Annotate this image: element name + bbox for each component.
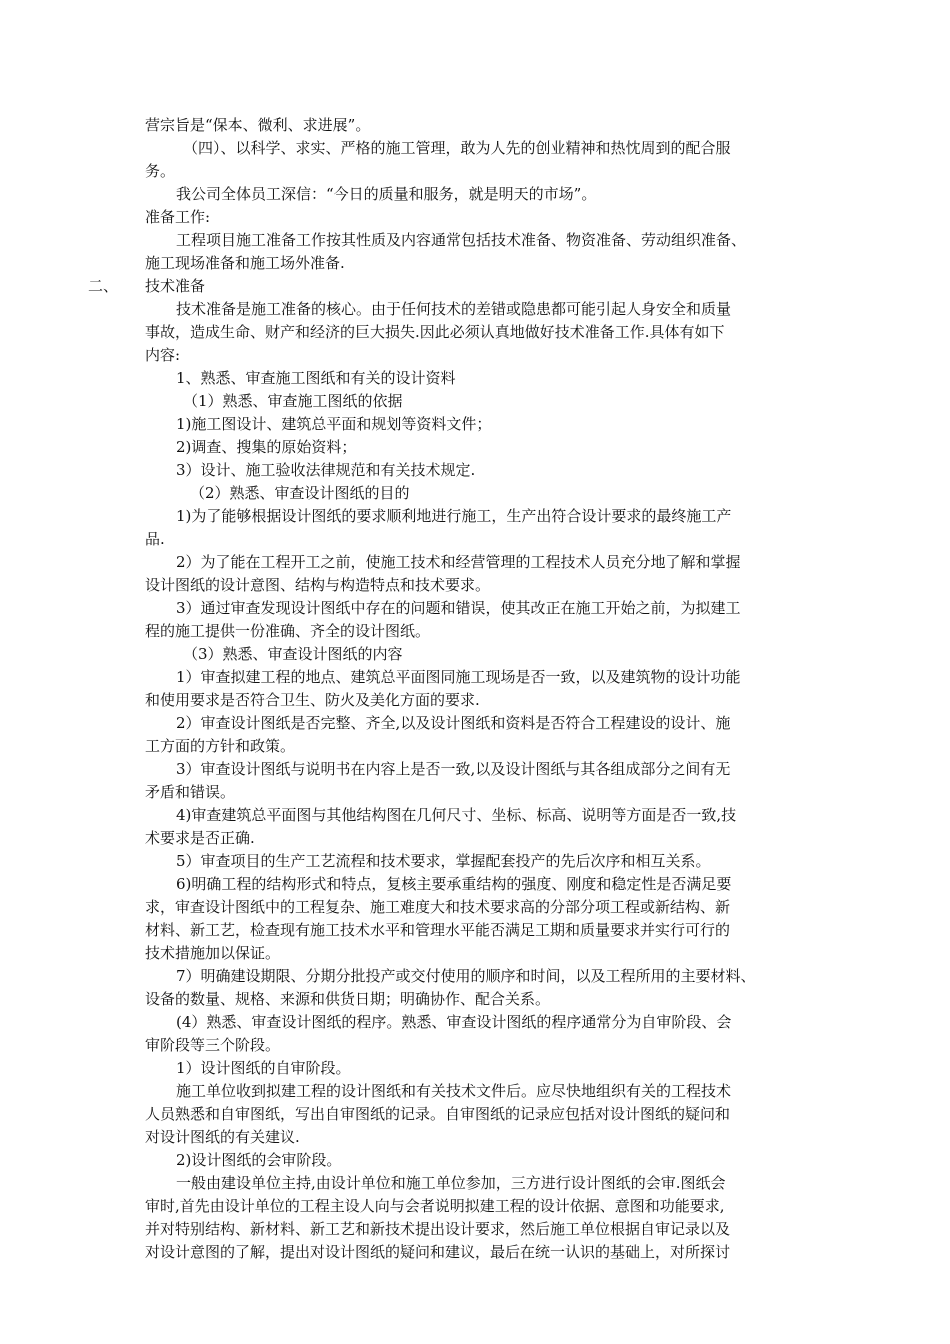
text-line: 施工单位收到拟建工程的设计图纸和有关技术文件后。应尽快地组织有关的工程技术 [176, 1082, 732, 1100]
section-label: 准备工作: [145, 208, 211, 226]
subheading: （2）熟悉、审查设计图纸的目的 [190, 484, 410, 502]
text-line: 务。 [145, 162, 176, 180]
text-line: 对设计意图的了解，提出对设计图纸的疑问和建议，最后在统一认识的基础上，对所探讨 [145, 1243, 731, 1261]
text-line: 4)审查建筑总平面图与其他结构图在几何尺寸、坐标、标高、说明等方面是否一致,技 [176, 806, 737, 824]
subheading: 1、熟悉、审查施工图纸和有关的设计资料 [176, 369, 456, 387]
text-line: 3）通过审查发现设计图纸中存在的问题和错误，使其改正在施工开始之前，为拟建工 [176, 599, 741, 617]
text-line: 矛盾和错误。 [145, 783, 236, 801]
text-line: (4）熟悉、审查设计图纸的程序。熟悉、审查设计图纸的程序通常分为自审阶段、会 [176, 1013, 732, 1031]
subheading: （3）熟悉、审查设计图纸的内容 [183, 645, 403, 663]
text-line: 技术措施加以保证。 [145, 944, 281, 962]
subheading: 2)设计图纸的会审阶段。 [176, 1151, 342, 1169]
text-line: 2）为了能在工程开工之前，使施工技术和经营管理的工程技术人员充分地了解和掌握 [176, 553, 741, 571]
text-line: 3）设计、施工验收法律规范和有关技术规定. [176, 461, 476, 479]
section-heading: 技术准备 [145, 277, 206, 295]
text-line: 7）明确建设期限、分期分批投产或交付使用的顺序和时间，以及工程所用的主要材料、 [176, 967, 756, 985]
text-line: 6)明确工程的结构形式和特点，复核主要承重结构的强度、刚度和稳定性是否满足要 [176, 875, 732, 893]
text-line: 审阶段等三个阶段。 [145, 1036, 281, 1054]
text-line: 1)为了能够根据设计图纸的要求顺利地进行施工，生产出符合设计要求的最终施工产 [176, 507, 732, 525]
text-line: （四）、以科学、求实、严格的施工管理，敢为人先的创业精神和热忱周到的配合服 [183, 139, 731, 157]
text-line: 并对特别结构、新材料、新工艺和新技术提出设计要求，然后施工单位根据自审记录以及 [145, 1220, 731, 1238]
text-line: 术要求是否正确. [145, 829, 255, 847]
text-line: 人员熟悉和自审图纸，写出自审图纸的记录。自审图纸的记录应包括对设计图纸的疑问和 [145, 1105, 731, 1123]
text-line: 程的施工提供一份准确、齐全的设计图纸。 [145, 622, 431, 640]
text-line: 施工现场准备和施工场外准备. [145, 254, 345, 272]
text-line: 我公司全体员工深信：“今日的质量和服务，就是明天的市场”。 [176, 185, 597, 203]
text-line: 设计图纸的设计意图、结构与构造特点和技术要求。 [145, 576, 491, 594]
text-line: 3）审查设计图纸与说明书在内容上是否一致,以及设计图纸与其各组成部分之间有无 [176, 760, 731, 778]
text-line: 对设计图纸的有关建议. [145, 1128, 300, 1146]
text-line: 品. [145, 530, 165, 548]
section-number: 二、 [88, 277, 119, 295]
text-line: 和使用要求是否符合卫生、防火及美化方面的要求. [145, 691, 480, 709]
text-line: 工方面的方针和政策。 [145, 737, 296, 755]
text-line: 5）审查项目的生产工艺流程和技术要求，掌握配套投产的先后次序和相互关系。 [176, 852, 711, 870]
text-line: 营宗旨是“保本、微利、求进展”。 [145, 116, 371, 134]
text-line: 一般由建设单位主持,由设计单位和施工单位参加，三方进行设计图纸的会审.图纸会 [176, 1174, 726, 1192]
text-line: 材料、新工艺，检查现有施工技术水平和管理水平能否满足工期和质量要求并实行可行的 [145, 921, 731, 939]
text-line: 工程项目施工准备工作按其性质及内容通常包括技术准备、物资准备、劳动组织准备、 [176, 231, 747, 249]
text-line: 2)调查、搜集的原始资料； [176, 438, 357, 456]
text-line: 设备的数量、规格、来源和供货日期；明确协作、配合关系。 [145, 990, 551, 1008]
subheading: （1）熟悉、审查施工图纸的依据 [183, 392, 403, 410]
text-line: 技术准备是施工准备的核心。由于任何技术的差错或隐患都可能引起人身安全和质量 [176, 300, 732, 318]
text-line: 1）审查拟建工程的地点、建筑总平面图同施工现场是否一致，以及建筑物的设计功能 [176, 668, 741, 686]
text-line: 事故，造成生命、财产和经济的巨大损失.因此必须认真地做好技术准备工作.具体有如下 [145, 323, 725, 341]
text-line: 求，审查设计图纸中的工程复杂、施工难度大和技术要求高的分部分项工程或新结构、新 [145, 898, 731, 916]
text-line: 内容: [145, 346, 181, 364]
text-line: 1)施工图设计、建筑总平面和规划等资料文件； [176, 415, 492, 433]
text-line: 审时,首先由设计单位的工程主设人向与会者说明拟建工程的设计依据、意图和功能要求, [145, 1197, 725, 1215]
subheading: 1）设计图纸的自审阶段。 [176, 1059, 351, 1077]
text-line: 2）审查设计图纸是否完整、齐全,以及设计图纸和资料是否符合工程建设的设计、施 [176, 714, 731, 732]
